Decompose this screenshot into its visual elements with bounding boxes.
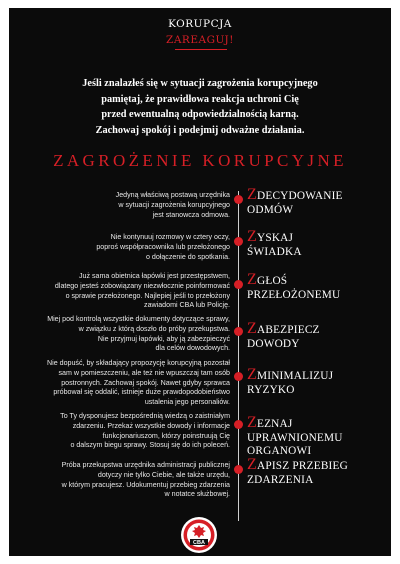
desc-line: dla celów dowodowych. [155,344,230,353]
poster [9,8,391,556]
step-label [247,273,387,302]
desc-line: Nie dopuść, by składający propozycję korupcyjną pozostał [47,359,230,367]
section-title: ZAGROŻENIE KORUPCYJNE [53,151,347,170]
step-label-line2: ORGANOWI [247,445,312,457]
desc-line: w którym pracujesz. Udokumentuj przebieg zdarzenia [61,480,230,489]
desc-line: w sytuacji zagrożenia korupcyjnego [118,200,230,209]
timeline-dot [234,327,243,336]
step-label-line1: DECYDOWANIE [256,190,343,202]
step-label-line1: MINIMALIZUJ [256,370,334,382]
step-label-line2: ZDARZENIA [247,473,314,486]
desc-line: dotyczy nie tylko Ciebie, ale także urzędu, [97,470,230,479]
step-description [45,191,230,220]
step-initial: Z [247,228,257,245]
step-label [247,230,387,259]
step-label [247,322,387,351]
desc-line: o sprawie przełożonego. Najlepiej jeśli to przełożony [65,291,230,300]
intro-line: przed ewentualną odpowiedzialnością karną. [101,109,299,120]
desc-line: Nie kontynuuj rozmowy w cztery oczy, [110,233,230,241]
step-label-line1: EZNAJ UPRAWNIONEMU [247,418,343,444]
header-title: KORUPCJA [168,18,232,30]
desc-line: funkcjonariuszom, którzy poinstruują Cię [102,431,230,440]
intro-line: Zachowaj spokój i podejmij odważne działania. [95,124,305,136]
step-label-line1: ABEZPIECZ [256,324,320,336]
desc-line: Jedyną właściwą postawą urzędnika [115,191,230,199]
step-label [247,416,387,459]
step-description [45,412,230,451]
desc-line: poproś współpracownika lub przełożonego [96,242,230,251]
timeline-dot [234,280,243,289]
step-label-line1: YSKAJ [256,232,294,244]
timeline-dot [234,372,243,381]
step-label-line2: RYZYKO [247,383,295,396]
desc-line: o dalszym biegu sprawy. Stosuj się do ich poleceń. [70,441,230,450]
desc-line: zdarzeniu. Przekaż wszystkie dowody i informacje [72,421,230,430]
step-description [45,461,230,500]
desc-line: zawiadomi CBA lub Policję. [144,301,230,310]
step-description [45,233,230,262]
step-initial: Z [247,414,257,431]
intro-line: Jeśli znalazłeś się w sytuacji zagrożenia korupcyjnego [82,78,318,89]
timeline-dot [234,465,243,474]
cba-logo [180,516,218,554]
step-label-line2: ŚWIADKA [247,245,302,258]
step-label-line2: ODMÓW [247,203,294,216]
desc-line: Nie przyjmuj łapówki, aby ją zabezpieczyć [97,334,230,343]
logo-text: CBA [193,540,205,546]
step-label-line1: GŁOŚ [256,275,288,287]
step-label [247,368,387,397]
step-label [247,458,387,487]
step-initial: Z [247,320,257,337]
desc-line: jest stanowcza odmowa. [152,210,230,219]
step-label-line2: PRZEŁOŻONEMU [247,288,341,301]
desc-line: To Ty dysponujesz bezpośrednią wiedzą o zaistniałym [60,412,230,420]
desc-line: postronnych. Zachowaj spokój. Nawet gdyby sprawca [61,378,230,387]
intro-line: pamiętaj, że prawidłowa reakcja uchroni Cię [101,93,299,105]
desc-line: próbował się oddalić, istnieje duże prawdopodobieństwo [53,388,230,397]
header-underline [175,49,227,50]
desc-line: w związku z którą doszło do próby przekupstwa. [78,324,230,333]
step-initial: Z [247,186,257,203]
step-label-line1: APISZ PRZEBIEG [256,460,348,472]
step-description [45,315,230,354]
desc-line: dlatego jesteś zobowiązany niezwłocznie poinformować [54,281,230,290]
timeline-dot [234,237,243,246]
step-label-line2: DOWODY [247,337,300,350]
desc-line: Już sama obietnica łapówki jest przestępstwem, [78,272,230,280]
desc-line: o dołączenie do spotkania. [145,252,230,261]
desc-line: Próba przekupstwa urzędnika administracji publicznej [61,461,230,469]
step-label [247,188,387,217]
desc-line: sam w pomieszczeniu, ale też nie wpuszczaj tam osób [58,368,230,377]
intro-text [39,76,361,138]
desc-line: w notatce służbowej. [164,490,230,499]
step-description [45,272,230,311]
cba-emblem-icon [180,516,218,554]
header-subtitle: ZAREAGUJ! [166,34,234,46]
step-initial: Z [247,366,257,383]
step-description [45,359,230,408]
timeline-dot [234,420,243,429]
desc-line: Miej pod kontrolą wszystkie dokumenty dotyczące sprawy, [47,315,230,323]
desc-line: ustalenia jego personaliów. [144,398,230,407]
timeline-dot [234,195,243,204]
step-initial: Z [247,271,257,288]
step-initial: Z [247,456,257,473]
